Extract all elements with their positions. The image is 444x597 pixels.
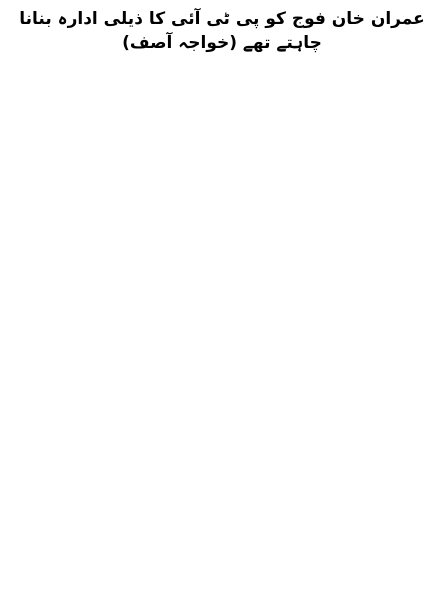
article-headline: عمران خان فوج کو پی ٹی آئی کا ذیلی ادارہ بنانا چاہتے تھے (خواجہ آصف) (19, 9, 425, 53)
